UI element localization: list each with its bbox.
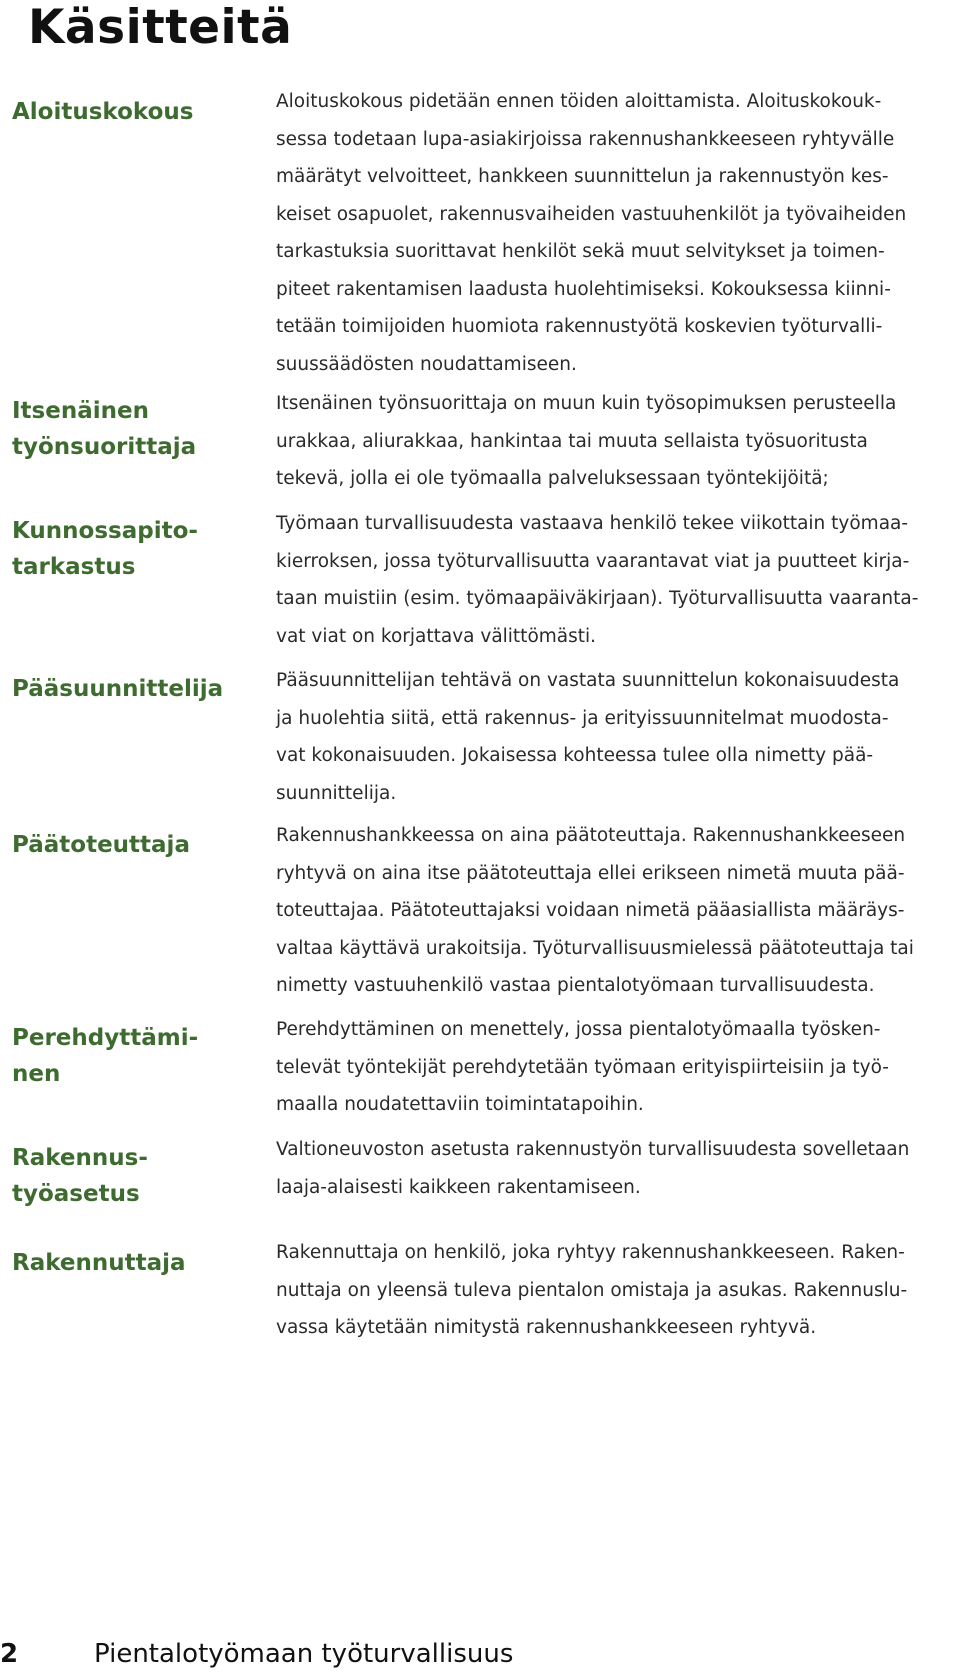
definition-line: ryhtyvä on aina itse päätoteuttaja ellei erikseen nimetä muuta pää- — [276, 862, 905, 884]
definition-line: suunnittelija. — [276, 782, 397, 804]
term-itsenainen-tyonsuorittaja — [12, 393, 252, 465]
page-title: Käsitteitä — [28, 0, 293, 55]
publication-title: Pientalotyömaan työturvallisuus — [94, 1639, 514, 1669]
definition-line: kierroksen, jossa työturvallisuutta vaarantavat viat ja puutteet kirja- — [276, 550, 910, 572]
definition-line: vat viat on korjattava välittömästi. — [276, 625, 597, 647]
definition-perehdyttaminen — [276, 1011, 960, 1124]
term-perehdyttaminen — [12, 1020, 252, 1092]
definition-line: nuttaja on yleensä tuleva pientalon omistaja ja asukas. Rakennuslu- — [276, 1279, 908, 1301]
definition-line: urakkaa, aliurakkaa, hankintaa tai muuta sellaista työsuoritusta — [276, 430, 868, 452]
term-line: Päätoteuttaja — [12, 832, 190, 858]
definition-line: taan muistiin (esim. työmaapäiväkirjaan). Työturvallisuutta vaaranta- — [276, 588, 919, 609]
term-kunnossapitotarkastus — [12, 513, 252, 585]
definition-line: Aloituskokous pidetään ennen töiden aloittamista. Aloituskokouk- — [276, 91, 882, 112]
definition-paasuunnittelija — [276, 662, 960, 812]
definition-line: ja huolehtia siitä, että rakennus- ja erityissuunnitelmat muodosta- — [276, 707, 889, 729]
definition-line: suussäädösten noudattamiseen. — [276, 353, 577, 375]
definition-line: tetään toimijoiden huomiota rakennustyötä koskevien työturvalli- — [276, 316, 883, 337]
term-line: Rakennuttaja — [12, 1250, 186, 1276]
definition-itsenainen-tyonsuorittaja — [276, 385, 960, 498]
page-footer — [0, 1636, 520, 1672]
definition-line: keiset osapuolet, rakennusvaiheiden vastuuhenkilöt ja työvaiheiden — [276, 203, 907, 225]
definition-rakennustyoasetus — [276, 1131, 960, 1206]
definition-line: piteet rakentamisen laadusta huolehtimiseksi. Kokouksessa kiinni- — [276, 278, 891, 300]
definition-aloituskokous — [276, 83, 960, 383]
term-paasuunnittelija — [12, 671, 252, 707]
definition-line: Valtioneuvoston asetusta rakennustyön turvallisuudesta sovelletaan — [276, 1139, 910, 1160]
term-line: Perehdyttämi- — [12, 1025, 199, 1051]
definition-line: Työmaan turvallisuudesta vastaava henkilö tekee viikottain työmaa- — [276, 513, 909, 534]
definition-line: Pääsuunnittelijan tehtävä on vastata suunnittelun kokonaisuudesta — [276, 670, 900, 691]
term-aloituskokous — [12, 94, 252, 130]
definition-line: laaja-alaisesti kaikkeen rakentamiseen. — [276, 1176, 641, 1198]
definition-line: televät työntekijät perehdytetään työmaan erityispiirteisiin ja työ- — [276, 1056, 889, 1078]
definition-line: tekevä, jolla ei ole työmaalla palveluksessaan työntekijöitä; — [276, 468, 829, 489]
definition-line: Rakennuttaja on henkilö, joka ryhtyy rakennushankkeeseen. Raken- — [276, 1242, 905, 1263]
definition-line: maalla noudatettaviin toimintatapoihin. — [276, 1094, 644, 1115]
definition-rakennuttaja — [276, 1234, 960, 1347]
term-rakennustyoasetus — [12, 1140, 252, 1212]
term-line: työnsuorittaja — [12, 434, 197, 460]
definition-line: Perehdyttäminen on menettely, jossa pientalotyömaalla työsken- — [276, 1019, 881, 1040]
term-line: työasetus — [12, 1181, 140, 1207]
definition-line: Itsenäinen työnsuorittaja on muun kuin työsopimuksen perusteella — [276, 393, 897, 414]
term-line: Aloituskokous — [12, 99, 194, 125]
definition-line: nimetty vastuuhenkilö vastaa pientalotyömaan turvallisuudesta. — [276, 975, 875, 996]
page-number: 2 — [0, 1639, 19, 1669]
term-line: tarkastus — [12, 554, 136, 580]
term-line: Pääsuunnittelija — [12, 676, 224, 702]
definition-paatoteuttaja — [276, 817, 960, 1005]
term-paatoteuttaja — [12, 827, 252, 863]
definition-line: vat kokonaisuuden. Jokaisessa kohteessa tulee olla nimetty pää- — [276, 745, 874, 766]
definition-line: valtaa käyttävä urakoitsija. Työturvallisuusmielessä päätoteuttaja tai — [276, 937, 914, 959]
definition-line: sessa todetaan lupa-asiakirjoissa rakennushankkeeseen ryhtyvälle — [276, 128, 895, 150]
term-line: Kunnossapito- — [12, 518, 198, 544]
term-line: Rakennus- — [12, 1145, 148, 1171]
definition-line: Rakennushankkeessa on aina päätoteuttaja. Rakennushankkeeseen — [276, 825, 906, 846]
definition-line: tarkastuksia suorittavat henkilöt sekä muut selvitykset ja toimen- — [276, 241, 885, 262]
definition-kunnossapitotarkastus — [276, 505, 960, 655]
term-rakennuttaja — [12, 1245, 252, 1281]
term-line: Itsenäinen — [12, 398, 149, 424]
definition-line: vassa käytetään nimitystä rakennushankkeeseen ryhtyvä. — [276, 1317, 817, 1338]
term-line: nen — [12, 1061, 61, 1087]
definition-line: toteuttajaa. Päätoteuttajaksi voidaan nimetä pääasiallista määräys- — [276, 900, 905, 921]
definition-line: määrätyt velvoitteet, hankkeen suunnittelun ja rakennustyön kes- — [276, 166, 889, 187]
